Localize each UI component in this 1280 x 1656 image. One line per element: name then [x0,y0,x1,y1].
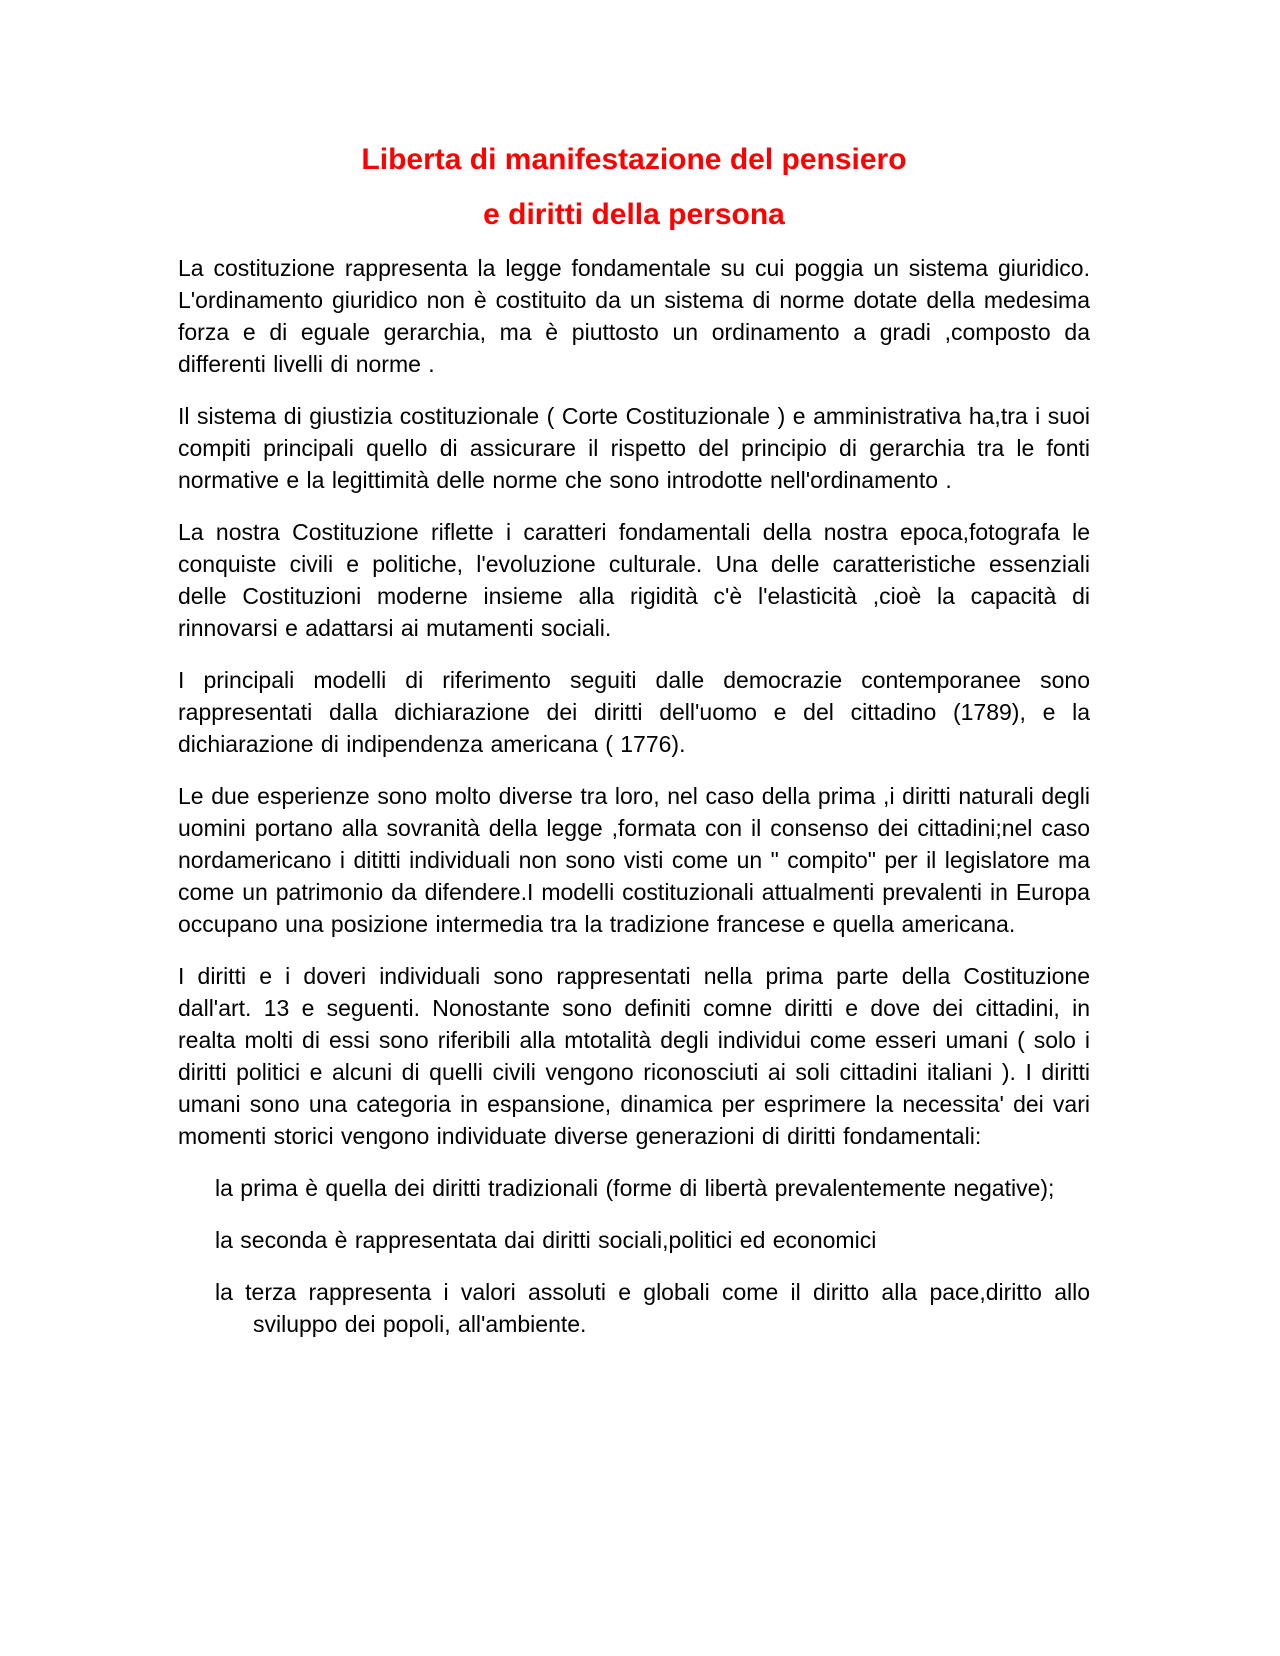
generations-list [178,1172,1090,1340]
list-item-seconda-generazione: la seconda è rappresentata dai diritti sociali,politici ed economici [215,1227,877,1253]
paragraph-modelli-riferimento: I principali modelli di riferimento seguiti dalle democrazie contemporanee sono rappresentati dalla dichiarazione dei diritti dell'uomo e del cittadino (1789), e la dichiarazione di indipendenza americana ( 1776). [178,667,1090,757]
paragraph-costituzione: La costituzione rappresenta la legge fondamentale su cui poggia un sistema giuridico. L'ordinamento giuridico non è costituito da un sistema di norme dotate della medesima forza e di eguale gerarchia, ma è piuttosto un ordinamento a gradi ,composto da differenti livelli di norme . [178,255,1090,377]
paragraph-giustizia-costituzionale: Il sistema di giustizia costituzionale ( Corte Costituzionale ) e amministrativa ha,tra i suoi compiti principali quello di assicurare il rispetto del principio di gerarchia tra le fonti normative e la legittimità delle norme che sono introdotte nell'ordinamento . [178,403,1090,493]
document-title-line2: e diritti della persona [483,198,785,231]
document-content [178,142,1090,1340]
list-item-terza-generazione: la terza rappresenta i valori assoluti e globali come il diritto alla pace,diritto allo sviluppo dei popoli, all'ambiente. [215,1279,1090,1337]
list-item-prima-generazione: la prima è quella dei diritti tradizionali (forme di libertà prevalentemente negative); [215,1175,1055,1201]
paragraph-due-esperienze: Le due esperienze sono molto diverse tra loro, nel caso della prima ,i diritti naturali degli uomini portano alla sovranità della legge ,formata con il consenso dei cittadini;nel caso nordamericano i dititti individuali non sono visti come un " compito" per il legislatore ma come un patrimonio da difendere.I modelli costituzionali attualmenti prevalenti in Europa occupano una posizione intermedia tra la tradizione francese e quella americana. [178,783,1090,937]
paragraph-diritti-doveri: I diritti e i doveri individuali sono rappresentati nella prima parte della Costituzione dall'art. 13 e seguenti. Nonostante sono definiti comne diritti e dove dei cittadini, in realta molti di essi sono riferibili alla mtotalità degli individui come esseri umani ( solo i diritti politici e alcuni di quelli civili vengono riconosciuti ai soli cittadini italiani ). I diritti umani sono una categoria in espansione, dinamica per esprimere la necessita' dei vari momenti storici vengono individuate diverse generazioni di diritti fondamentali: [178,963,1090,1149]
paragraph-nostra-costituzione: La nostra Costituzione riflette i caratteri fondamentali della nostra epoca,fotografa le conquiste civili e politiche, l'evoluzione culturale. Una delle caratteristiche essenziali delle Costituzioni moderne insieme alla rigidità c'è l'elasticità ,cioè la capacità di rinnovarsi e adattarsi ai mutamenti sociali. [178,519,1090,641]
document-title-line1: Liberta di manifestazione del pensiero [361,143,907,176]
